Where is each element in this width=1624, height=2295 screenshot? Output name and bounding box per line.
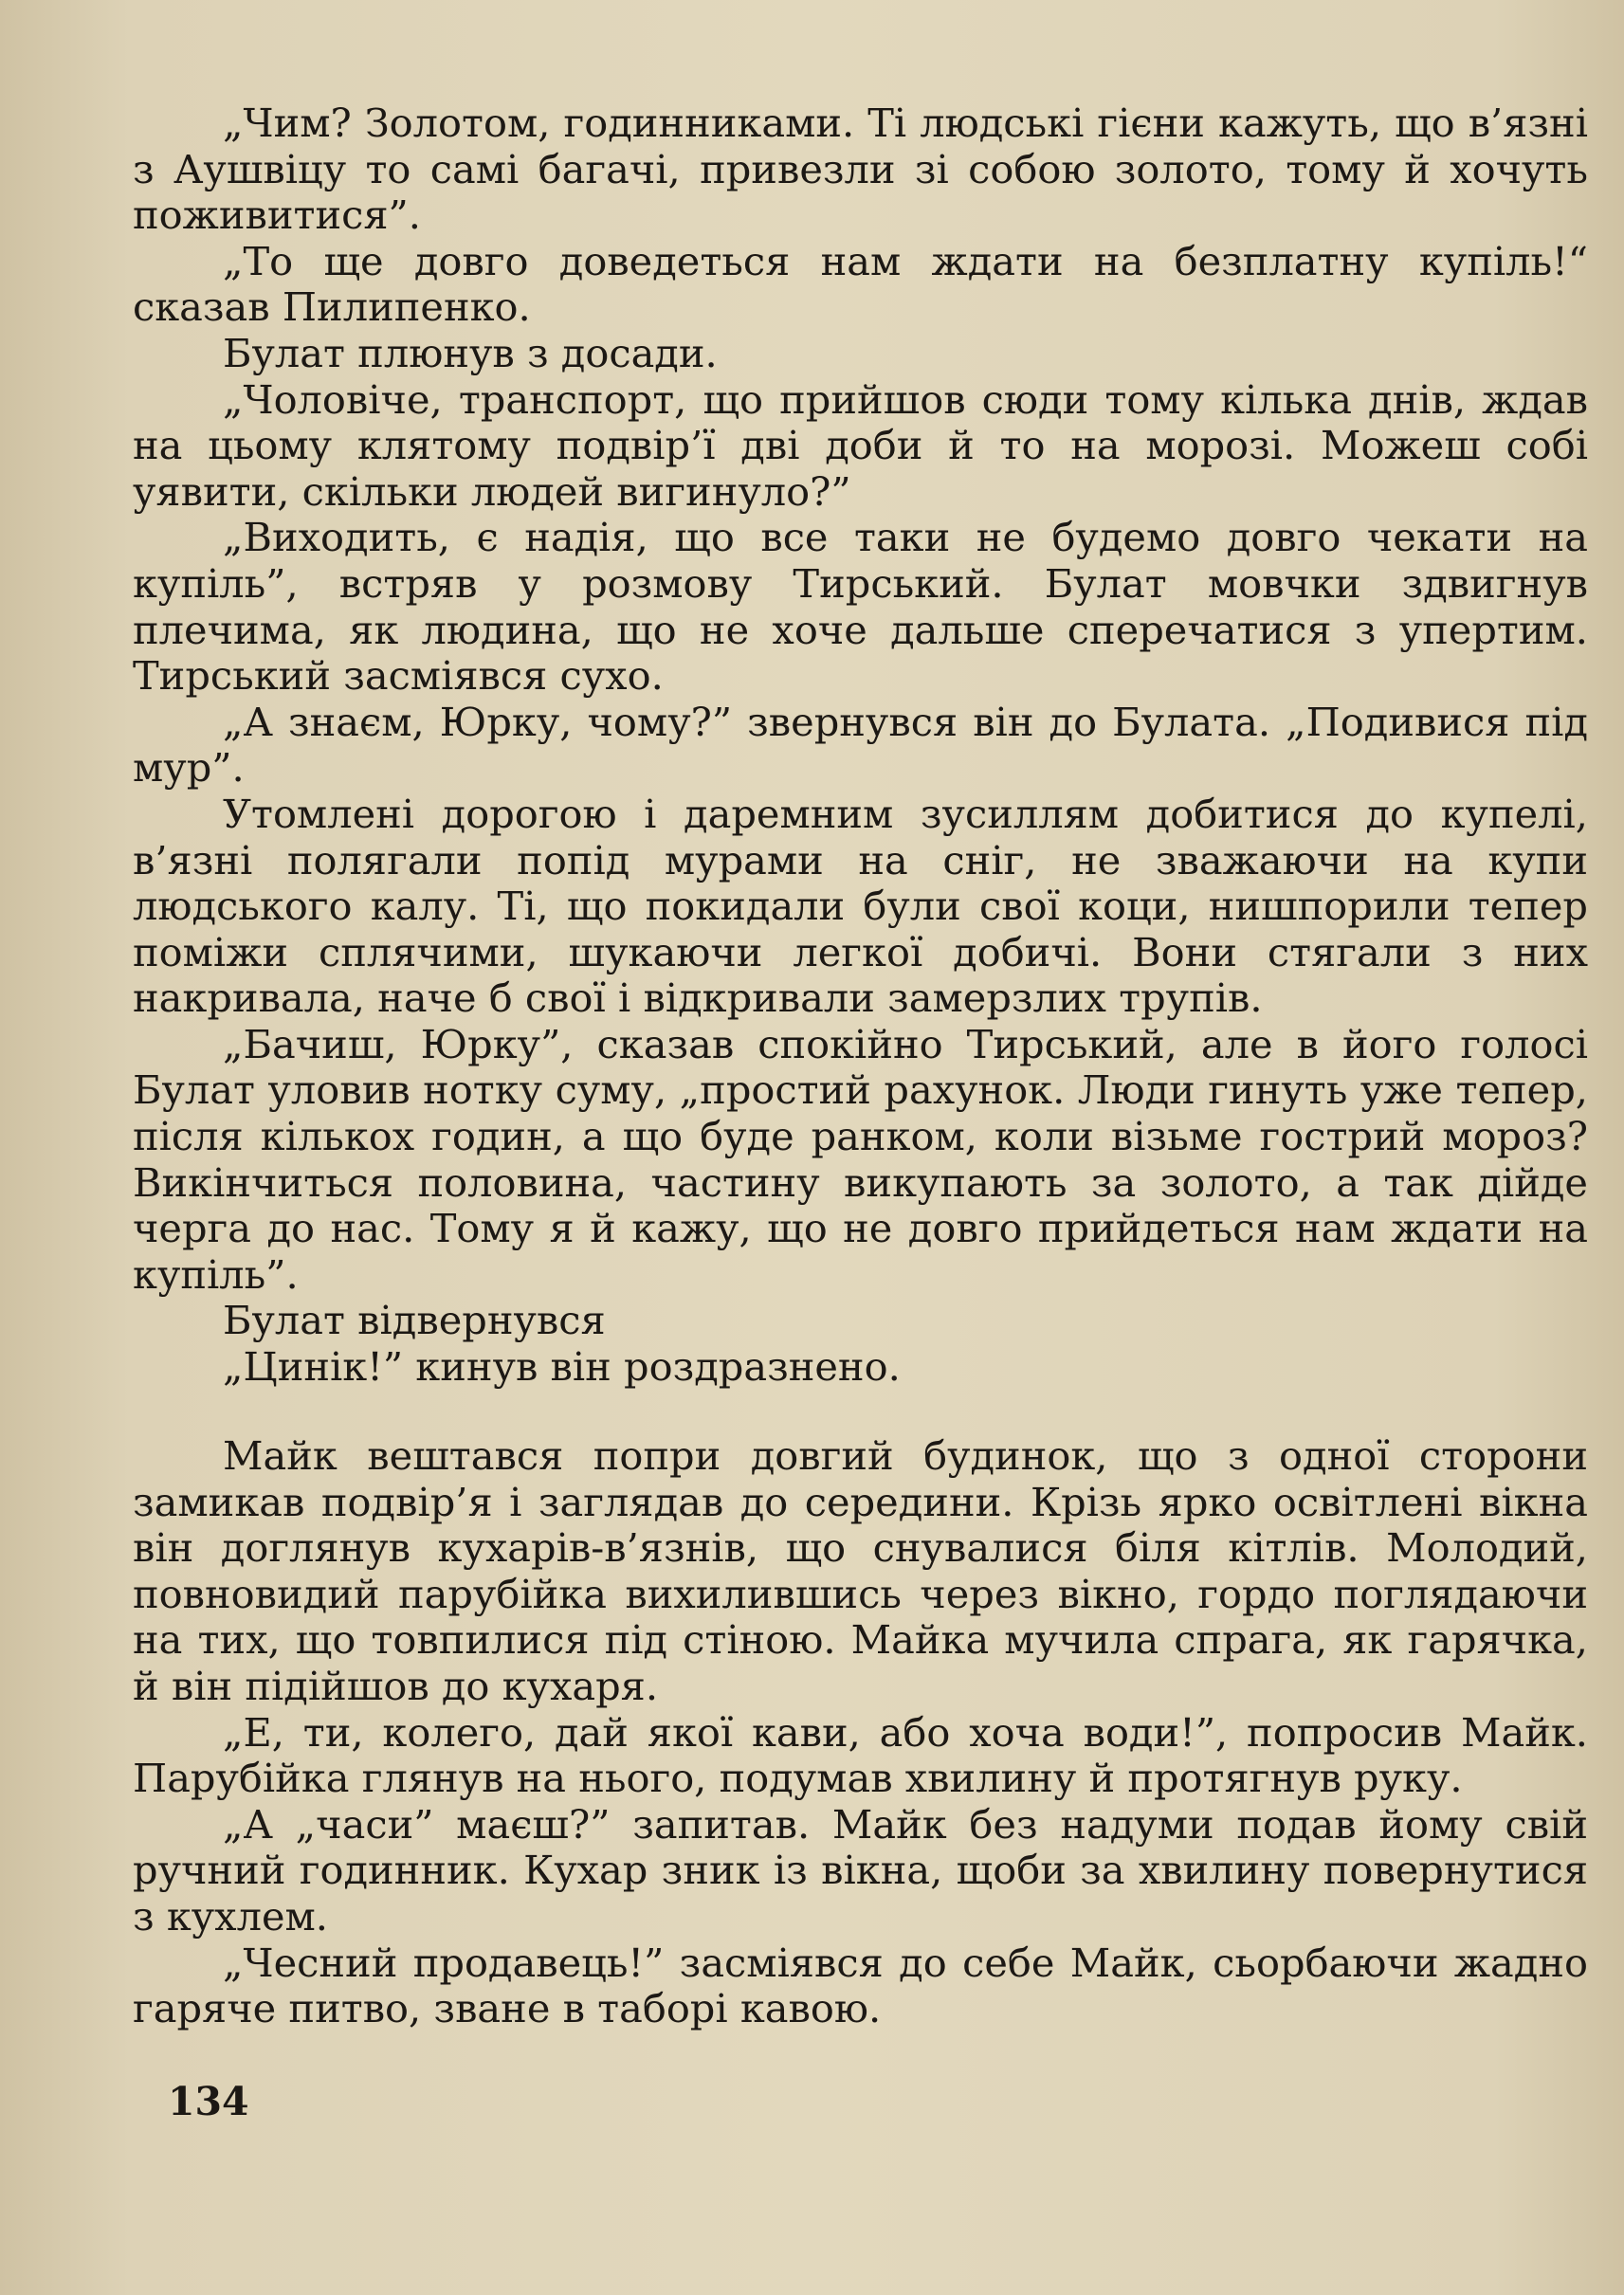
paragraph: „Цинік!” кинув він роздразнено. (223, 1343, 901, 1391)
paragraph: „Чесний продавець!” засміявся до себе Майк, сьорбаючи жадно гаряче питво, зване в таборі кавою. (133, 1939, 1588, 2032)
paragraph: „Виходить, є надія, що все таки не будемо довго чекати на купіль”, встряв у розмову Тирський. Булат мовчки здвигнув плечима, як людина, що не хоче дальше сперечатися з упертим. Тирський засміявся сухо. (133, 514, 1588, 700)
paragraph: Булат плюнув з досади. (223, 329, 718, 376)
paragraph: „То ще довго доведеться нам ждати на безплатну купіль!“ сказав Пилипенко. (133, 237, 1588, 331)
paragraph: „Чоловіче, транспорт, що прийшов сюди тому кілька днів, ждав на цьому клятому подвір’ї дві доби й то на морозі. Можеш собі уявити, скільки людей вигинуло?” (133, 375, 1588, 515)
text-block-bottom (133, 1433, 1588, 2032)
page-number: 134 (168, 2079, 249, 2124)
paragraph: „А „часи” маєш?” запитав. Майк без надуми подав йому свій ручний годинник. Кухар зник із вікна, щоби за хвилину повернутися з кухлем. (133, 1800, 1588, 1940)
text-block-top (133, 100, 1588, 1391)
paragraph: Утомлені дорогою і даремним зусиллям добитися до купелі, в’язні полягали попід мурами на сніг, не зважаючи на купи людського калу. Ті, що покидали були свої коци, нишпорили тепер поміжи сплячими, шукаючи легкої добичі. Вони стягали з них накривала, наче б свої і відкривали замерзлих трупів. (133, 790, 1588, 1022)
paragraph: „Бачиш, Юрку”, сказав спокійно Тирський, але в його голосі Булат уловив нотку суму, „простий рахунок. Люди гинуть уже тепер, після кількох годин, а що буде ранком, коли візьме гострий мороз? Викінчиться половина, частину викупають за золото, а так дійде черга до нас. Тому я й кажу, що не довго прийдеться нам ждати на купіль”. (133, 1020, 1588, 1298)
paragraph: „Е, ти, колего, дай якої кави, або хоча води!”, попросив Майк. Парубійка глянув на нього, подумав хвилину й протягнув руку. (133, 1708, 1588, 1802)
paragraph: „Чим? Золотом, годинниками. Ті людські гієни кажуть, що в’язні з Аушвіцу то самі багачі, привезли зі собою золото, тому й хочуть поживитися”. (133, 100, 1588, 239)
paragraph: „А знаєм, Юрку, чому?” звернувся він до Булата. „Подивися під мур”. (133, 698, 1588, 792)
paragraph: Булат відвернувся (223, 1297, 606, 1344)
paragraph: Майк вештався попри довгий будинок, що з одної сторони замикав подвір’я і заглядав до середини. Крізь ярко освітлені вікна він доглянув кухарів-в’язнів, що снувалися біля кітлів. Молодий, повновидий парубійка вихилившись через вікно, гордо поглядаючи на тих, що товпилися під стіною. Майка мучила спрага, як гарячка, й він підійшов до кухаря. (133, 1432, 1588, 1709)
